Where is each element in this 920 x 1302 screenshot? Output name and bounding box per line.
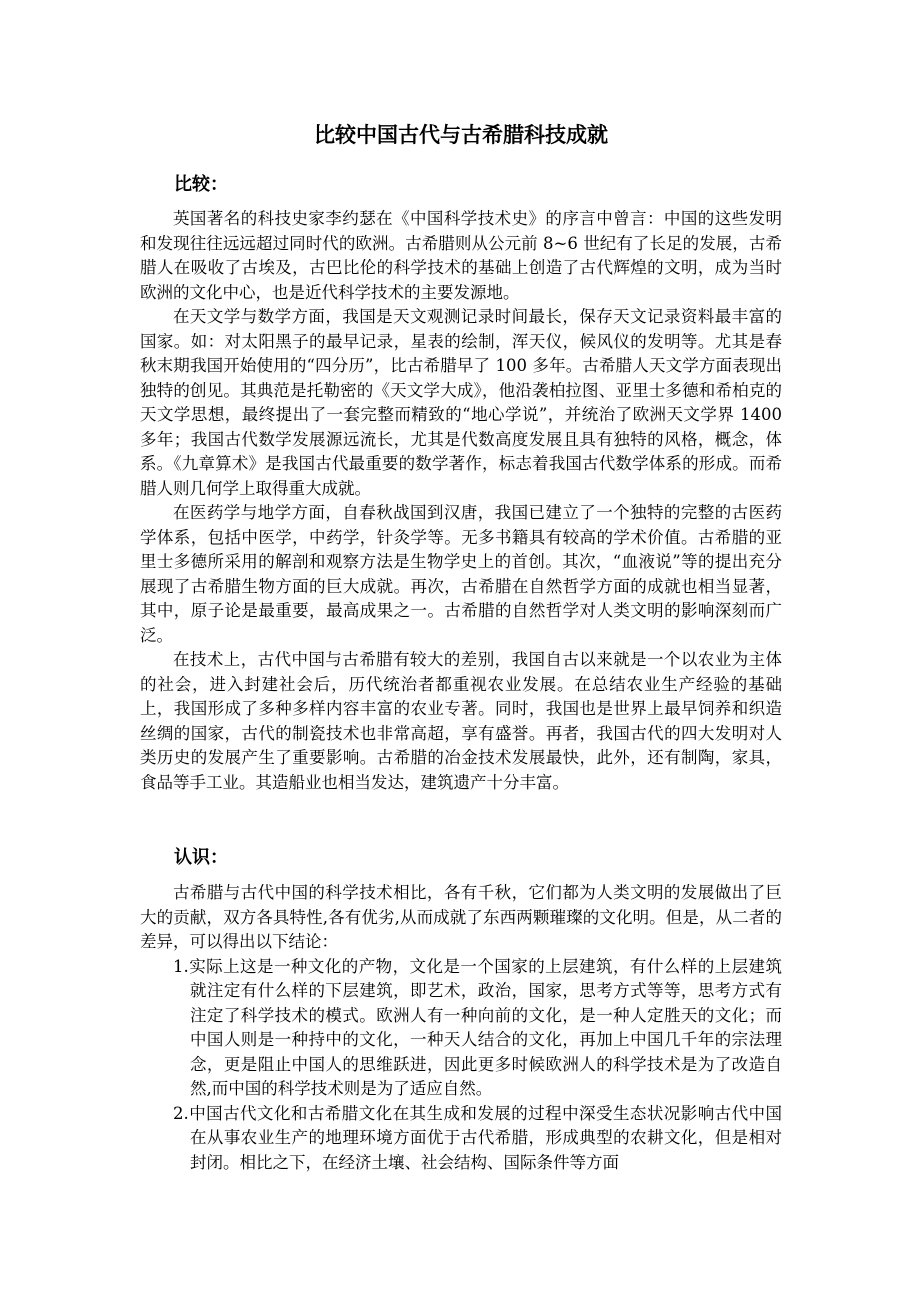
paragraph-intro: 英国著名的科技史家李约瑟在《中国科学技术史》的序言中曾言：中国的这些发明和发现往往远远超过同时代的欧洲。古希腊则从公元前 8~6 世纪有了长足的发展，古希腊人在吸收了古埃及，古巴比伦的科学技术的基础上创造了古代辉煌的文明，成为当时欧洲的文化中心，也是近代科学技术的主要发源地。 <box>140 209 782 302</box>
paragraph-technology: 在技术上，古代中国与古希腊有较大的差别，我国自古以来就是一个以农业为主体的社会，进入封建社会后，历代统治者都重视农业发展。在总结农业生产经验的基础上，我国形成了多种多样内容丰富的农业专著。同时，我国也是世界上最早饲养和织造丝绸的国家，古代的制瓷技术也非常高超，享有盛誉。再者，我国古代的四大发明对人类历史的发展产生了重要影响。古希腊的冶金技术发展最快，此外，还有制陶，家具，食品等手工业。其造船业也相当发达，建筑遗产十分丰富。 <box>140 650 782 792</box>
section-heading-understanding: 认识： <box>174 847 228 868</box>
list-item: 1.实际上这是一种文化的产物，文化是一个国家的上层建筑，有什么样的上层建筑就注定有什么样的下层建筑，即艺术，政治，国家，思考方式等等，思考方式有注定了科学技术的模式。欧洲人有一种向前的文化，是一种人定胜天的文化；而中国人则是一种持中的文化，一种天人结合的文化，再加上中国几千年的宗法理念，更是阻止中国人的思维跃进，因此更多时候欧洲人的科学技术是为了改造自然,而中国的科学技术则是为了适应自然。 <box>173 956 782 1098</box>
paragraph-medicine-geo: 在医药学与地学方面，自春秋战国到汉唐，我国已建立了一个独特的完整的古医药学体系，包括中医学，中药学，针灸学等。无多书籍具有较高的学术价值。古希腊的亚里士多德所采用的解剖和观察方法是生物学史上的首创。其次，“血液说”等的提出充分展现了古希腊生物方面的巨大成就。再次，古希腊在自然哲学方面的成就也相当显著，其中，原子论是最重要，最高成果之一。古希腊的自然哲学对人类文明的影响深刻而广泛。 <box>140 503 782 645</box>
understanding-section <box>140 881 782 1175</box>
document-title: 比较中国古代与古希腊科技成就 <box>314 123 608 147</box>
comparison-section <box>140 207 782 795</box>
section-heading-comparison: 比较： <box>174 174 228 195</box>
conclusion-list <box>140 955 782 1176</box>
list-item: 2.中国古代文化和古希腊文化在其生成和发展的过程中深受生态状况影响古代中国在从事农业生产的地理环境方面优于古代希腊，形成典型的农耕文化，但是相对封闭。相比之下，在经济土壤、社会结构、国际条件等方面 <box>173 1103 782 1172</box>
paragraph-astronomy-math: 在天文学与数学方面，我国是天文观测记录时间最长，保存天文记录资料最丰富的国家。如：对太阳黑子的最早记录，星表的绘制，浑天仪，候风仪的发明等。尤其是春秋末期我国开始使用的“四分历”，比古希腊早了 100 多年。古希腊人天文学方面表现出独特的创见。其典范是托勒密的《天文学大成》，他沿袭柏拉图、亚里士多德和希柏克的天文学思想，最终提出了一套完整而精致的“地心学说”，并统治了欧洲天文学界 1400 多年；我国古代数学发展源远流长，尤其是代数高度发展且具有独特的风格，概念，体系。《九章算术》是我国古代最重要的数学著作，标志着我国古代数学体系的形成。而希腊人则几何学上取得重大成就。 <box>140 307 782 498</box>
paragraph-understanding-intro: 古希腊与古代中国的科学技术相比，各有千秋，它们都为人类文明的发展做出了巨大的贡献，双方各具特性,各有优劣,从而成就了东西两颗璀璨的文化明。但是，从二者的差异，可以得出以下结论： <box>140 883 782 951</box>
